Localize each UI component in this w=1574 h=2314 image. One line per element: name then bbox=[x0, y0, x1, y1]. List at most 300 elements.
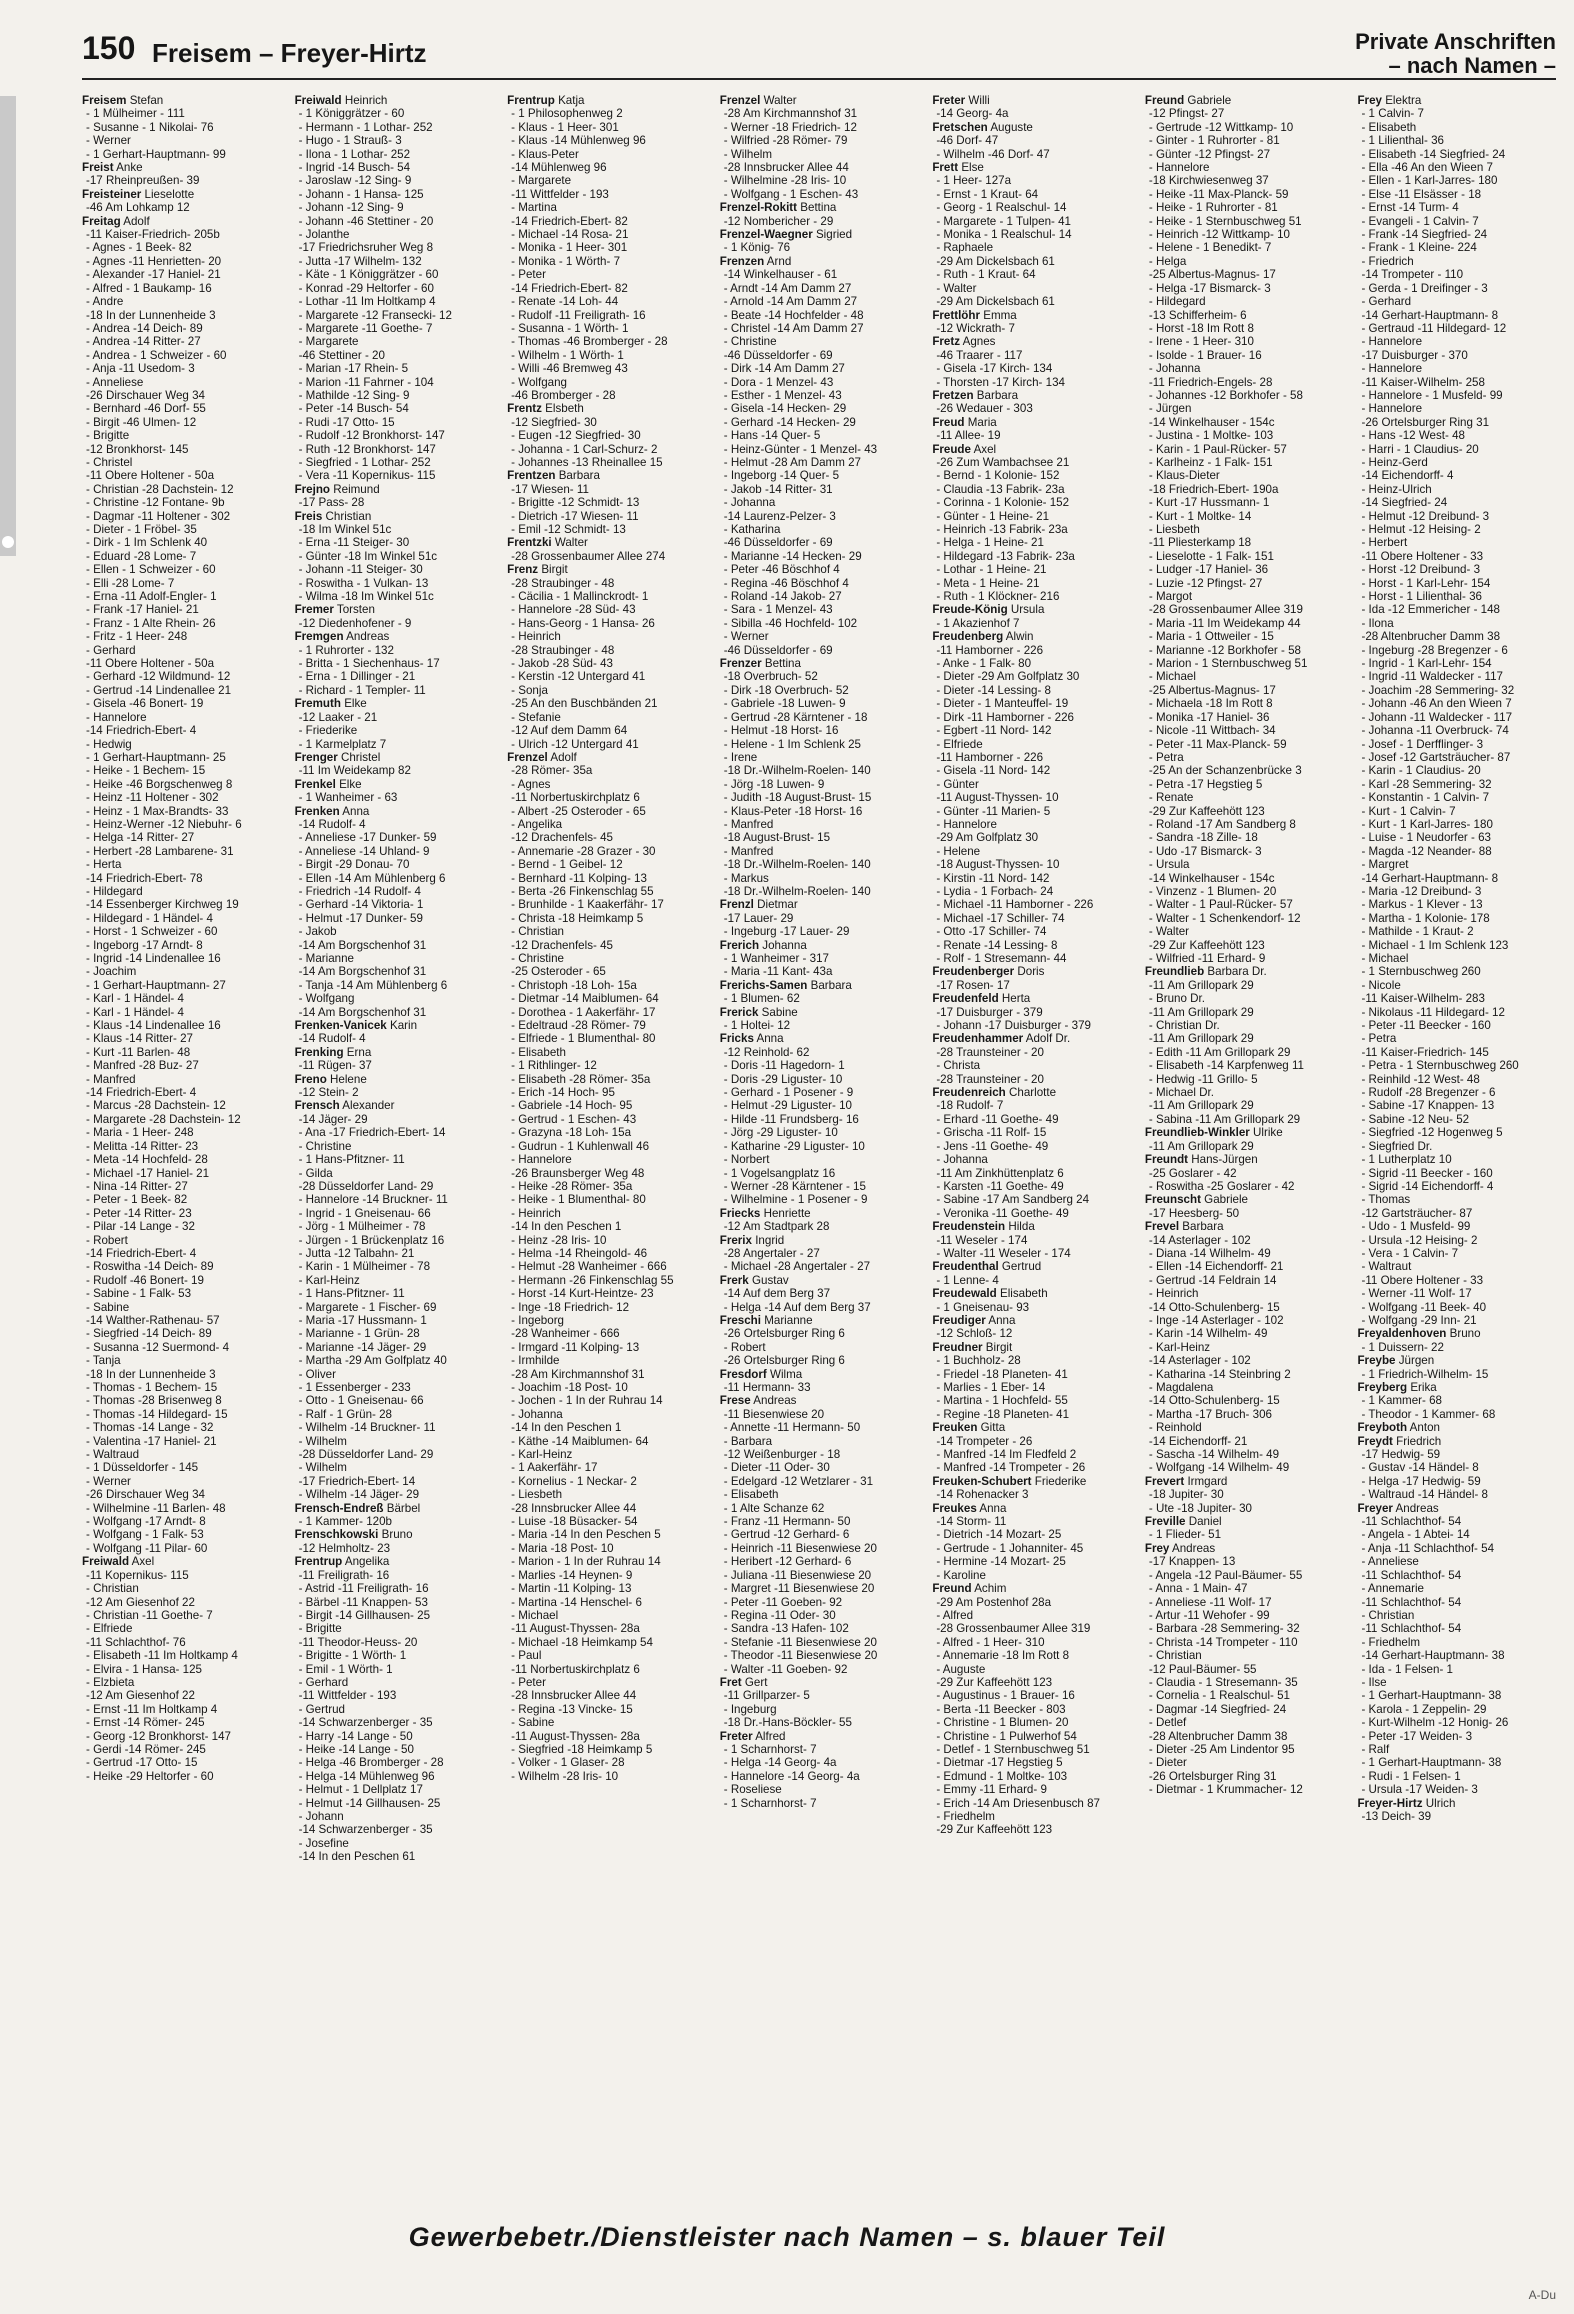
entry-line: -28 Grossenbaumer Allee 319 bbox=[936, 1622, 1091, 1636]
entry-line: - Johannes -12 Borkhofer - 58 bbox=[1148, 388, 1303, 402]
entry-line: - Theodor - 1 Kammer- 68 bbox=[1361, 1407, 1496, 1421]
entry-line: - Michael -18 Heimkamp 54 bbox=[511, 1635, 653, 1649]
entry-line: -25 Osteroder - 65 bbox=[511, 965, 606, 979]
entry-line: - Susanne - 1 Nikolai- 76 bbox=[86, 120, 214, 134]
entry-line: - Dirk -14 Am Damm 27 bbox=[723, 362, 845, 376]
surname: Frenger bbox=[294, 750, 338, 764]
entry-line: -26 Zum Wambachsee 21 bbox=[936, 455, 1070, 469]
entry-line: - 1 Düsseldorfer - 145 bbox=[86, 1461, 199, 1475]
surname: Frenzel bbox=[507, 750, 548, 764]
directory-column bbox=[507, 94, 706, 2214]
first-name: Anton bbox=[1409, 1421, 1440, 1435]
first-name: Adolf bbox=[123, 214, 150, 228]
entry-line: - Kurt - 1 Karl-Jarres- 180 bbox=[1361, 817, 1493, 831]
surname: Freundt bbox=[1144, 1153, 1189, 1167]
entry-line: - Rudi - 1 Felsen- 1 bbox=[1361, 1769, 1461, 1783]
entry-line: - Ellen -14 Am Mühlenberg 6 bbox=[298, 871, 446, 885]
entry-heading bbox=[932, 1582, 1131, 1595]
entry-heading bbox=[932, 1086, 1131, 1099]
entry-line: -25 Goslarer - 42 bbox=[1148, 1166, 1237, 1180]
entry-line: - Raphaele bbox=[936, 241, 994, 255]
entry-line: - Arnold -14 Am Damm 27 bbox=[723, 295, 858, 309]
entry-line: - Andrea -14 Ritter- 27 bbox=[86, 335, 201, 349]
surname: Frevert bbox=[1144, 1474, 1185, 1488]
surname: Frentzen bbox=[507, 469, 556, 483]
surname: Freiwald bbox=[294, 94, 342, 107]
surname: Fricks bbox=[719, 1032, 754, 1046]
entry-line: -46 Dorf- 47 bbox=[936, 134, 999, 148]
entry-line: -25 Albertus-Magnus- 17 bbox=[1148, 268, 1276, 282]
entry-line: - Johanna - 1 Carl-Schurz- 2 bbox=[511, 442, 658, 456]
entry-line: - Josef -12 Gartsträucher- 87 bbox=[1361, 750, 1511, 764]
entry-line: -14 Am Borgschenhof 31 bbox=[298, 965, 427, 979]
first-name: Christel bbox=[340, 750, 381, 764]
entry-line: - Michael -28 Angertaler - 27 bbox=[723, 1260, 871, 1274]
entry-heading bbox=[720, 255, 919, 268]
first-name: Daniel bbox=[1188, 1515, 1222, 1529]
entry-line: - Richard - 1 Templer- 11 bbox=[298, 683, 426, 697]
entry-line: - Josefine bbox=[298, 1836, 349, 1850]
entry-line: - Maria -14 In den Peschen 5 bbox=[511, 1528, 661, 1542]
surname: Frenzl bbox=[719, 898, 754, 912]
entry-line: -25 An den Buschbänden 21 bbox=[511, 697, 658, 711]
first-name: Anna bbox=[342, 804, 370, 818]
entry-line: - Martha - 1 Kolonie- 178 bbox=[1361, 911, 1490, 925]
entry-line: - Friedrich -14 Rudolf- 4 bbox=[298, 884, 421, 898]
entry-heading bbox=[1145, 1542, 1344, 1555]
entry-line: - Roswitha - 1 Vulkan- 13 bbox=[298, 576, 429, 590]
surname: Freundlieb bbox=[1144, 965, 1205, 979]
entry-line: -18 In der Lunnenheide 3 bbox=[86, 1367, 216, 1381]
directory-column bbox=[932, 94, 1131, 2214]
entry-line: - Eduard -28 Lome- 7 bbox=[86, 549, 197, 563]
entry-heading bbox=[295, 603, 494, 616]
entry-line: - Friedrich bbox=[1361, 254, 1414, 268]
entry-line: -14 Am Borgschenhof 31 bbox=[298, 1005, 427, 1019]
entry-line: - Hans-Georg - 1 Hansa- 26 bbox=[511, 616, 655, 630]
entry-line: - Rolf - 1 Stresemann- 44 bbox=[936, 952, 1067, 965]
entry-line: - Herbert bbox=[1361, 536, 1408, 550]
first-name: Andreas bbox=[1171, 1541, 1216, 1555]
entry-line: - Monika - 1 Heer- 301 bbox=[511, 241, 628, 255]
entry-line: -11 Wittfelder - 193 bbox=[511, 187, 609, 201]
entry-heading bbox=[932, 94, 1131, 107]
entry-heading bbox=[295, 778, 494, 791]
section-label-line1: Private Anschriften bbox=[1355, 29, 1556, 54]
entry-line: -12 Schloß- 12 bbox=[936, 1327, 1013, 1341]
entry-line: - Jakob -28 Süd- 43 bbox=[511, 657, 613, 671]
entry-line: - Jakob -14 Ritter- 31 bbox=[723, 482, 833, 496]
entry-line: - Gisela -14 Hecken- 29 bbox=[723, 402, 847, 416]
entry-line: -28 Innsbrucker Allee 44 bbox=[723, 161, 849, 175]
entry-line: - Johanna -11 Overbruck- 74 bbox=[1361, 724, 1509, 738]
footer-note: Gewerbebetr./Dienstleister nach Namen – s. blauer Teil bbox=[408, 2222, 1166, 2252]
entry-line: - Britta - 1 Siechenhaus- 17 bbox=[298, 657, 440, 671]
entry-line: - Ute -18 Jupiter- 30 bbox=[1148, 1501, 1252, 1515]
entry-line: - Heinz -11 Holtener - 302 bbox=[86, 791, 219, 805]
entry-line: - 1 Lenne- 4 bbox=[936, 1273, 999, 1287]
entry-line: - Heinz-Gerd bbox=[1361, 455, 1428, 469]
entry-line: - Manfred bbox=[86, 1072, 136, 1086]
entry-line: - Gertraud -11 Hildegard- 12 bbox=[1361, 321, 1507, 335]
entry-line: - Karin - 1 Paul-Rücker- 57 bbox=[1148, 442, 1287, 456]
entry-line: - Heike - 1 Ruhrorter - 81 bbox=[1148, 201, 1278, 215]
entry-line: -14 Asterlager - 102 bbox=[1148, 1233, 1251, 1247]
entry-line: - Nicole bbox=[1361, 978, 1401, 992]
entry-line: - Peter bbox=[511, 268, 546, 282]
entry-line: - 1 Gerhart-Hauptmann- 99 bbox=[86, 147, 226, 161]
entry-line: - Helmut -28 Am Damm 27 bbox=[723, 455, 861, 469]
entry-line: - Gertrude - 1 Johanniter- 45 bbox=[936, 1541, 1084, 1555]
entry-line: - Claudia - 1 Stresemann- 35 bbox=[1148, 1675, 1298, 1689]
entry-line: - Edelgard -12 Wetzlarer - 31 bbox=[723, 1474, 874, 1488]
entry-line: - Meta -14 Hochfeld- 28 bbox=[86, 1153, 208, 1167]
entry-line: - Gerhard -12 Wildmund- 12 bbox=[86, 670, 231, 684]
entry-line: -11 Am Grillopark 29 bbox=[1148, 1139, 1254, 1153]
first-name: Andreas bbox=[753, 1394, 797, 1408]
first-name: Marianne bbox=[764, 1313, 813, 1327]
entry-line: -11 Obere Holtener - 33 bbox=[1361, 549, 1484, 563]
entry-line: - Erich -14 Hoch- 95 bbox=[511, 1086, 615, 1100]
entry-line: -18 Im Winkel 51c bbox=[298, 523, 392, 536]
entry-line: -17 Duisburger - 370 bbox=[1361, 348, 1468, 362]
entry-line: -29 Am Postenhof 28a bbox=[936, 1595, 1052, 1609]
surname: Freybe bbox=[1357, 1354, 1396, 1368]
entry-line: -17 Wiesen- 11 bbox=[511, 482, 589, 496]
entry-line: -28 Grossenbaumer Allee 319 bbox=[1148, 603, 1303, 617]
entry-line: - Edmund - 1 Moltke- 103 bbox=[936, 1769, 1068, 1783]
entry-line: -29 Zur Kaffeehött 123 bbox=[1148, 804, 1265, 818]
entry-heading bbox=[932, 389, 1131, 402]
entry-line: - Rudolf -11 Freiligrath- 16 bbox=[511, 308, 646, 322]
entry-line: - Anneliese bbox=[1361, 1555, 1419, 1569]
entry-line: -14 Georg- 4a bbox=[936, 107, 1009, 121]
entry-line: - Sabine - 1 Falk- 53 bbox=[86, 1287, 192, 1301]
first-name: Barbara bbox=[1182, 1220, 1224, 1234]
entry-line: -14 Auf dem Berg 37 bbox=[723, 1287, 831, 1301]
entry-line: - Karl -28 Semmering- 32 bbox=[1361, 777, 1492, 791]
entry-line: - Nicole -11 Wittbach- 34 bbox=[1148, 724, 1276, 738]
entry-line: - Johanna bbox=[936, 1153, 988, 1167]
entry-line: - Dirk - 1 Im Schlenk 40 bbox=[86, 536, 208, 550]
entry-line: - Horst - 1 Schweizer - 60 bbox=[86, 925, 218, 939]
entry-line: -14 Friedrich-Ebert- 82 bbox=[511, 214, 628, 228]
entry-line: - Wilhelm bbox=[298, 1434, 347, 1448]
first-name: Achim bbox=[974, 1582, 1007, 1596]
entry-line: - Bärbel -11 Knappen- 53 bbox=[298, 1595, 428, 1609]
surname: Freyer bbox=[1357, 1501, 1393, 1515]
entry-line: - Regine -18 Planeten- 41 bbox=[936, 1407, 1070, 1421]
surname: Frenking bbox=[294, 1045, 344, 1059]
entry-line: - Maria -12 Dreibund- 3 bbox=[1361, 884, 1482, 898]
entry-line: - Brigitte bbox=[86, 429, 130, 443]
entry-line: - Jörg - 1 Mülheimer - 78 bbox=[298, 1220, 426, 1234]
entry-line: -26 Ortelsburger Ring 6 bbox=[723, 1354, 845, 1368]
entry-line: - Helene - 1 Benedikt- 7 bbox=[1148, 241, 1272, 255]
entry-line: - Johannes -13 Rheinallee 15 bbox=[511, 455, 663, 469]
entry-line: - Juliana -11 Biesenwiese 20 bbox=[723, 1568, 872, 1582]
entry-line: - Elvira - 1 Hansa- 125 bbox=[86, 1662, 202, 1676]
entry-heading bbox=[295, 1099, 494, 1112]
entry-line: - Kornelius - 1 Neckar- 2 bbox=[511, 1474, 637, 1488]
entry-line: - Ingeborg -17 Arndt- 8 bbox=[86, 938, 203, 952]
surname: Fret bbox=[719, 1675, 742, 1689]
entry-line: - Christian bbox=[1361, 1608, 1415, 1622]
entry-heading bbox=[295, 1019, 494, 1032]
entry-heading bbox=[932, 335, 1131, 348]
entry-line: - Maria - 1 Ottweiler - 15 bbox=[1148, 630, 1274, 644]
entry-line: - Ellen -14 Eichendorff- 21 bbox=[1148, 1260, 1284, 1274]
entry-line: - Hildegard bbox=[1148, 295, 1206, 309]
entry-line: - Marlies -14 Heynen- 9 bbox=[511, 1568, 633, 1582]
entry-line: - 1 Calvin- 7 bbox=[1361, 107, 1424, 121]
entry-line: - Ernst - 1 Kraut- 64 bbox=[936, 187, 1039, 201]
entry-line: - Johann -46 Stettiner - 20 bbox=[298, 214, 434, 228]
entry-heading bbox=[932, 992, 1131, 1005]
surname: Frett bbox=[932, 161, 959, 175]
surname: Frenzer bbox=[719, 657, 762, 671]
entry-line: -11 Im Weidekamp 82 bbox=[298, 764, 411, 778]
entry-line: - Martha -17 Bruch- 306 bbox=[1148, 1407, 1272, 1421]
entry-line: - Andrea - 1 Schweizer - 60 bbox=[86, 348, 227, 362]
entry-line: -28 Wanheimer - 666 bbox=[511, 1327, 620, 1341]
surname: Frenzel bbox=[719, 94, 761, 107]
entry-line: - Werner -28 Kärntener - 15 bbox=[723, 1179, 866, 1193]
entry-line: - Heinrich -11 Biesenwiese 20 bbox=[723, 1541, 877, 1555]
entry-line: -18 Kirchwiesenweg 37 bbox=[1148, 174, 1269, 188]
entry-heading bbox=[1357, 94, 1556, 107]
entry-line: - Annemarie -28 Grazer - 30 bbox=[511, 844, 656, 858]
entry-line: - Michael -14 Rosa- 21 bbox=[511, 228, 629, 242]
entry-line: -28 Straubinger - 48 bbox=[511, 576, 615, 590]
entry-line: -14 Gerhart-Hauptmann- 8 bbox=[1361, 308, 1499, 322]
entry-line: - Walter - 1 Schenkendorf- 12 bbox=[1148, 911, 1301, 925]
entry-line: - Cäcilia - 1 Mallinckrodt- 1 bbox=[511, 590, 649, 604]
entry-line: -11 Rügen- 37 bbox=[298, 1059, 372, 1073]
entry-line: - Angelika bbox=[511, 817, 563, 831]
entry-line: - Heinrich bbox=[1148, 1287, 1199, 1301]
surname: Friecks bbox=[719, 1206, 761, 1220]
entry-line: - Annemarie -18 Im Rott 8 bbox=[936, 1649, 1070, 1663]
entry-line: - Thorsten -17 Kirch- 134 bbox=[936, 375, 1065, 389]
entry-line: -26 Braunsberger Weg 48 bbox=[511, 1166, 645, 1180]
entry-line: - Hannelore bbox=[1148, 161, 1210, 175]
entry-line: - Herta bbox=[86, 858, 122, 872]
entry-line: -11 Wittfelder - 193 bbox=[298, 1689, 397, 1703]
entry-line: - Konstantin - 1 Calvin- 7 bbox=[1361, 791, 1490, 805]
entry-line: - Klaus -14 Lindenallee 16 bbox=[86, 1019, 221, 1033]
entry-line: -17 Heesberg- 50 bbox=[1148, 1206, 1240, 1220]
entry-line: - Dietrich -17 Wiesen- 11 bbox=[511, 509, 639, 523]
entry-line: - Gertrud - 1 Eschen- 43 bbox=[511, 1112, 637, 1126]
entry-line: - Michael -11 Hamborner - 226 bbox=[936, 898, 1094, 912]
entry-line: - Magdalena bbox=[1148, 1381, 1214, 1394]
entry-line: -18 Jupiter- 30 bbox=[1148, 1488, 1224, 1502]
entry-line: - Heike -14 Lange - 50 bbox=[298, 1742, 414, 1756]
entry-line: - Karl - 1 Händel- 4 bbox=[86, 992, 184, 1006]
entry-line: - Markus bbox=[723, 871, 769, 885]
first-name: Barbara bbox=[976, 388, 1019, 402]
entry-line: -26 Ortelsburger Ring 31 bbox=[1361, 415, 1490, 429]
entry-line: - Jolanthe bbox=[298, 228, 350, 242]
entry-line: - Hildegard - 1 Händel- 4 bbox=[86, 911, 213, 925]
entry-line: - Elfriede bbox=[86, 1622, 133, 1636]
entry-line: - Grazyna -18 Loh- 15a bbox=[511, 1126, 632, 1140]
entry-line: - Liesbeth bbox=[511, 1488, 563, 1502]
entry-line: - Auguste bbox=[936, 1662, 986, 1676]
surname: Freist bbox=[82, 161, 114, 175]
entry-line: - Petra bbox=[1148, 750, 1184, 764]
entry-line: -28 Angertaler - 27 bbox=[723, 1246, 820, 1260]
entry-line: - Birgit -46 Ulmen- 12 bbox=[86, 415, 197, 429]
entry-line: - Irene bbox=[723, 750, 758, 764]
entry-line: - Christa -14 Trompeter - 110 bbox=[1148, 1635, 1298, 1649]
entry-line: -18 Overbruch- 52 bbox=[723, 670, 818, 684]
entry-line: -11 Am Grillopark 29 bbox=[1148, 1099, 1254, 1113]
entry-line: -12 Reinhold- 62 bbox=[723, 1045, 810, 1059]
entry-line: - Oliver bbox=[298, 1367, 336, 1381]
entry-line: - Anneliese -14 Uhland- 9 bbox=[298, 844, 430, 858]
entry-line: - Anke - 1 Falk- 80 bbox=[936, 657, 1032, 671]
section-label-line2: – nach Namen – bbox=[1388, 53, 1556, 78]
entry-line: - Werner -11 Wolf- 17 bbox=[1361, 1287, 1472, 1301]
entry-line: -12 Laaker - 21 bbox=[298, 710, 378, 724]
entry-line: -28 Traunsteiner - 20 bbox=[936, 1072, 1044, 1086]
entry-line: -18 In der Lunnenheide 3 bbox=[86, 308, 216, 322]
first-name: Axel bbox=[131, 1555, 155, 1569]
entry-line: -14 Friedrich-Ebert- 82 bbox=[511, 281, 628, 295]
entry-line: - Helmut -17 Dunker- 59 bbox=[298, 911, 423, 925]
entry-line: - Ella -46 An den Wieen 7 bbox=[1361, 161, 1493, 175]
first-name: Anna bbox=[988, 1313, 1016, 1327]
entry-line: - Meta - 1 Heine- 21 bbox=[936, 576, 1040, 590]
entry-line: -17 Friedrich-Ebert- 14 bbox=[298, 1474, 416, 1488]
first-name: Alexander bbox=[342, 1099, 395, 1113]
entry-line: - Robert bbox=[86, 1233, 128, 1247]
entry-line: - Diana -14 Wilhelm- 49 bbox=[1148, 1246, 1271, 1260]
entry-line: -11 Kopernikus- 115 bbox=[86, 1568, 189, 1582]
entry-heading bbox=[1145, 1193, 1344, 1206]
first-name: Reimund bbox=[333, 482, 380, 496]
surname: Freudner bbox=[932, 1340, 983, 1354]
entry-line: -46 Düsseldorfer - 69 bbox=[723, 536, 833, 550]
surname: Fremgen bbox=[294, 630, 344, 644]
entry-line: - Helga -46 Bromberger - 28 bbox=[298, 1756, 444, 1770]
first-name: Gertrud bbox=[1001, 1260, 1042, 1274]
entry-line: - Margret bbox=[1361, 858, 1409, 872]
entry-line: - Gertrud -12 Gerhard- 6 bbox=[723, 1528, 850, 1542]
entry-line: - Renate -14 Lessing- 8 bbox=[936, 938, 1058, 952]
entry-line: - Maria - 1 Heer- 248 bbox=[86, 1126, 194, 1140]
surname: Freis bbox=[294, 509, 323, 523]
entry-line: - 1 Wanheimer - 317 bbox=[723, 952, 829, 965]
entry-line: - 1 Duissern- 22 bbox=[1361, 1340, 1444, 1354]
first-name: Maria bbox=[967, 415, 997, 429]
entry-line: - Tanja bbox=[86, 1354, 121, 1368]
entry-line: - Helene - 1 Im Schlenk 25 bbox=[723, 737, 861, 751]
entry-line: - Otto -17 Schiller- 74 bbox=[936, 925, 1047, 939]
surname: Freiwald bbox=[82, 1555, 130, 1569]
first-name: Elisabeth bbox=[999, 1287, 1048, 1301]
first-name: Birgit bbox=[541, 563, 568, 577]
entry-line: - 1 König- 76 bbox=[723, 241, 791, 255]
entry-line: -12 Gartsträucher- 87 bbox=[1361, 1206, 1473, 1220]
entry-line: - Dieter -11 Oder- 30 bbox=[723, 1461, 830, 1475]
entry-line: - Hannelore bbox=[1361, 335, 1423, 349]
entry-heading bbox=[295, 1046, 494, 1059]
entry-line: - Klaus -14 Ritter- 27 bbox=[86, 1032, 193, 1046]
entry-line: - Jutta -12 Talbahn- 21 bbox=[298, 1246, 415, 1260]
entry-line: - Helmut -12 Dreibund- 3 bbox=[1361, 509, 1490, 523]
entry-line: -11 Friedrich-Engels- 28 bbox=[1148, 375, 1273, 389]
entry-line: - Heinz-Günter - 1 Menzel- 43 bbox=[723, 442, 878, 456]
entry-heading bbox=[295, 510, 494, 523]
entry-line: - Doris -29 Liguster- 10 bbox=[723, 1072, 843, 1086]
entry-line: - Waltraut bbox=[1361, 1260, 1412, 1274]
entry-line: - Sara - 1 Menzel- 43 bbox=[723, 603, 833, 617]
entry-line: - Gertrud bbox=[298, 1702, 345, 1716]
entry-line: -14 Asterlager - 102 bbox=[1148, 1354, 1251, 1368]
entry-line: - Gerhard bbox=[298, 1675, 349, 1689]
entry-line: -26 Ortelsburger Ring 31 bbox=[1148, 1769, 1277, 1783]
surname: Freno bbox=[294, 1072, 327, 1086]
entry-heading bbox=[82, 1555, 281, 1568]
entry-line: -18 August-Brust- 15 bbox=[723, 831, 831, 845]
entry-line: - Marcus -28 Dachstein- 12 bbox=[86, 1099, 226, 1113]
surname: Freudenberg bbox=[932, 630, 1004, 644]
entry-line: - Ralf - 1 Grün- 28 bbox=[298, 1407, 393, 1421]
directory-column bbox=[295, 94, 494, 2214]
entry-line: - Brunhilde - 1 Kaakerfähr- 17 bbox=[511, 898, 664, 912]
entry-heading bbox=[720, 1314, 919, 1327]
entry-line: - Hannelore bbox=[936, 817, 997, 831]
entry-line: - Ellen - 1 Karl-Jarres- 180 bbox=[1361, 174, 1498, 188]
entry-heading bbox=[720, 1274, 919, 1287]
entry-heading bbox=[295, 94, 494, 107]
first-name: Bettina bbox=[764, 657, 801, 671]
entry-heading bbox=[507, 402, 706, 415]
entry-line: - Helga bbox=[1148, 254, 1187, 268]
entry-line: - Peter bbox=[511, 1675, 546, 1689]
entry-line: - Horst -12 Dreibund- 3 bbox=[1361, 563, 1481, 577]
first-name: Barbara Dr. bbox=[1207, 965, 1267, 979]
entry-line: - Karin - 1 Mülheimer - 78 bbox=[298, 1260, 431, 1274]
entry-line: - Elisabeth -11 Im Holtkamp 4 bbox=[86, 1649, 238, 1663]
first-name: Bärbel bbox=[386, 1501, 421, 1515]
entry-line: - Edith -11 Am Grillopark 29 bbox=[1148, 1045, 1291, 1059]
entry-line: - Wilhelmine -28 Iris- 10 bbox=[723, 174, 847, 188]
entry-line: - Agnes bbox=[511, 777, 551, 791]
entry-line: -26 Dirschauer Weg 34 bbox=[86, 388, 205, 402]
entry-line: - Horst -18 Im Rott 8 bbox=[1148, 321, 1254, 335]
entry-line: -18 Dr.-Wilhelm-Roelen- 140 bbox=[723, 764, 871, 778]
entry-line: - 1 Scharnhorst- 7 bbox=[723, 1796, 817, 1810]
entry-line: - Gertrud -14 Lindenallee 21 bbox=[86, 683, 232, 697]
entry-line: - Wilhelm -14 Jäger- 29 bbox=[298, 1488, 420, 1502]
entry-line: -11 Am Grillopark 29 bbox=[1148, 1005, 1254, 1019]
entry-line: -12 Am Stadtpark 28 bbox=[723, 1220, 830, 1234]
entry-heading bbox=[720, 1032, 919, 1045]
entry-line: - Heinrich -12 Wittkamp- 10 bbox=[1148, 228, 1290, 242]
entry-line: - Walter -11 Goeben- 92 bbox=[723, 1662, 848, 1676]
entry-line: - Heike - 1 Sternbuschweg 51 bbox=[1148, 214, 1302, 228]
entry-line: - Hedwig -11 Grillo- 5 bbox=[1148, 1072, 1258, 1086]
entry-line: - Marlies - 1 Eber- 14 bbox=[936, 1381, 1046, 1394]
entry-line: - Jörg -29 Liguster- 10 bbox=[723, 1126, 838, 1140]
first-name: Barbara bbox=[558, 469, 600, 483]
entry-line: - Kurt-Wilhelm -12 Honig- 26 bbox=[1361, 1716, 1509, 1730]
entry-line: - 1 Philosophenweg 2 bbox=[511, 107, 623, 121]
